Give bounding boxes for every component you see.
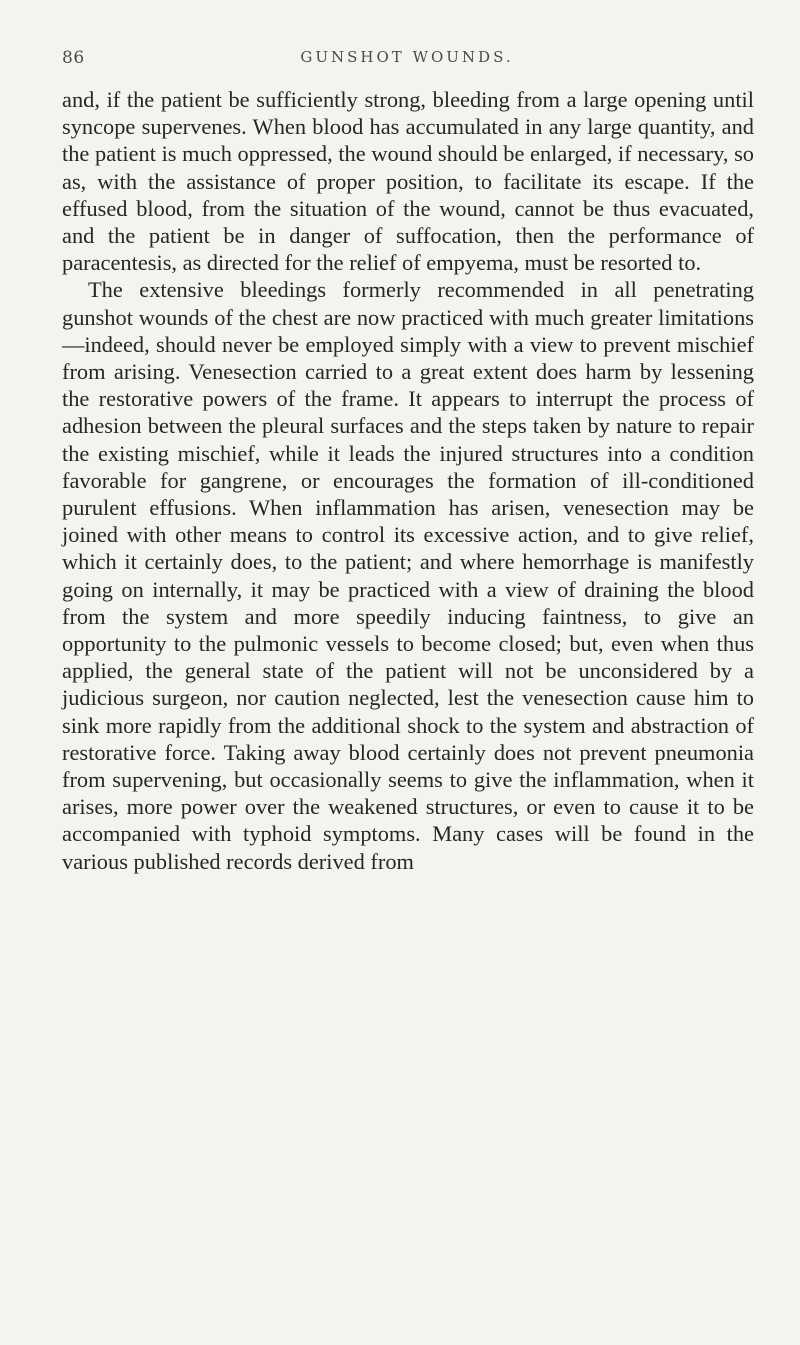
- body-text: [62, 86, 754, 875]
- running-head: [62, 48, 752, 72]
- running-title: GUNSHOT WOUNDS.: [300, 48, 514, 66]
- paragraph-1: and, if the patient be sufficiently strong, bleeding from a large opening until syncope supervenes. When blood has accumulated in any large quantity, and the patient is much oppressed, the wound should be enlarged, if necessary, so as, with the assistance of proper position, to facilitate its escape. If the effused blood, from the situation of the wound, cannot be thus evacuated, and the patient be in danger of suffocation, then the performance of paracentesis, as directed for the relief of empyema, must be resorted to.: [62, 87, 754, 276]
- paragraph-2: The extensive bleedings formerly recommended in all penetrating gunshot wounds of the chest are now practiced with much greater limitations—indeed, should never be employed simply with a view to prevent mischief from arising. Venesection carried to a great extent does harm by lessening the restorative powers of the frame. It appears to interrupt the process of adhesion between the pleural surfaces and the steps taken by nature to repair the existing mischief, while it leads the injured structures into a condition favorable for gangrene, or encourages the formation of ill-conditioned purulent effusions. When inflammation has arisen, venesection may be joined with other means to control its excessive action, and to give relief, which it certainly does, to the patient; and where hemorrhage is manifestly going on internally, it may be practiced with a view of draining the blood from the system and more speedily inducing faintness, to give an opportunity to the pulmonic vessels to become closed; but, even when thus applied, the general state of the patient will not be unconsidered by a judicious surgeon, nor caution neglected, lest the venesection cause him to sink more rapidly from the additional shock to the system and abstraction of restorative force. Taking away blood certainly does not prevent pneumonia from supervening, but occasionally seems to give the inflammation, when it arises, more power over the weakened structures, or even to cause it to be accompanied with typhoid symptoms. Many cases will be found in the various published records derived from: [62, 277, 754, 874]
- page-number: 86: [62, 48, 85, 68]
